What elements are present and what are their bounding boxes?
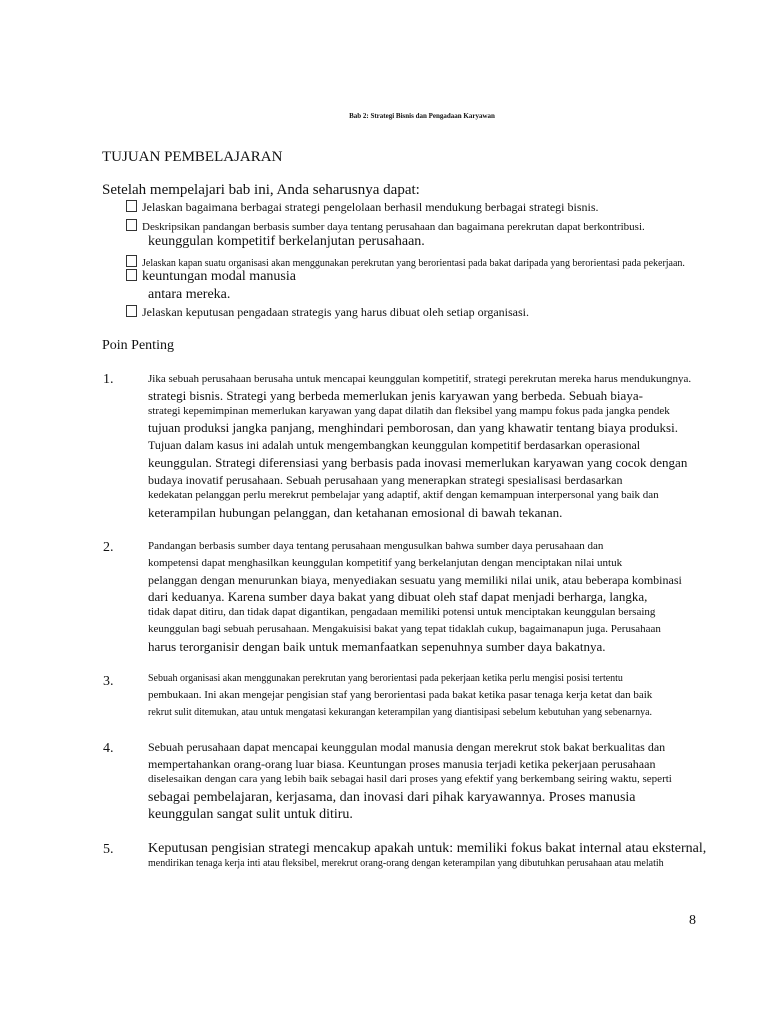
point-line: keunggulan. Strategi diferensiasi yang berbasis pada inovasi memerlukan karyawan yang cocok dengan	[148, 455, 688, 470]
point-line: kedekatan pelanggan perlu merekrut pembelajar yang adaptif, aktif dengan kemampuan interpersonal yang baik dan	[148, 489, 659, 501]
checkbox-icon	[126, 269, 137, 281]
point-line: tujuan produksi jangka panjang, menghindari pemborosan, dan yang khawatir tentang biaya produksi.	[148, 420, 678, 435]
point-number: 3.	[103, 674, 114, 689]
point-line: mempertahankan orang-orang luar biasa. Keuntungan proses manusia terjadi ketika pekerjaan perusahaan	[148, 757, 656, 771]
objective-item: Jelaskan bagaimana berbagai strategi pengelolaan berhasil mendukung berbagai strategi bisnis.	[126, 200, 599, 215]
point-line: Sebuah perusahaan dapat mencapai keunggulan modal manusia dengan merekrut stok bakat berkualitas dan	[148, 740, 666, 754]
objective-item: Jelaskan kapan suatu organisasi akan menggunakan perekrutan yang berorientasi pada bakat daripada yang berorientasi pada pekerjaan.	[126, 255, 685, 269]
objective-item: Deskripsikan pandangan berbasis sumber daya tentang perusahaan dan bagaimana perekrutan dapat berkontribusi.	[126, 219, 645, 233]
point-line: Jika sebuah perusahaan berusaha untuk mencapai keunggulan kompetitif, strategi perekrutan mereka harus mendukungnya.	[148, 373, 692, 385]
objectives-intro: Setelah mempelajari bab ini, Anda seharusnya dapat:	[102, 182, 420, 198]
checkbox-icon	[126, 219, 137, 231]
point-line: strategi kepemimpinan memerlukan karyawan yang dapat dilatih dan fleksibel yang mampu fokus pada jangka pendek	[148, 405, 670, 417]
objective-continuation: keunggulan kompetitif berkelanjutan perusahaan.	[148, 234, 425, 249]
point-line: keunggulan bagi sebuah perusahaan. Mengakuisisi bakat yang tepat tidaklah cukup, bagaimanapun juga. Perusahaan	[148, 623, 661, 635]
point-line: Pandangan berbasis sumber daya tentang perusahaan mengusulkan bahwa sumber daya perusahaan dan	[148, 540, 604, 552]
point-line: Sebuah organisasi akan menggunakan perekrutan yang berorientasi pada pekerjaan ketika perlu mengisi posisi tertentu	[148, 673, 623, 684]
point-number: 5.	[103, 842, 114, 857]
checkbox-icon	[126, 200, 137, 212]
objectives-heading: TUJUAN PEMBELAJARAN	[102, 149, 283, 165]
point-line: tidak dapat ditiru, dan tidak dapat digantikan, pengadaan memiliki potensi untuk menciptakan keunggulan bersaing	[148, 606, 656, 618]
point-number: 4.	[103, 741, 114, 756]
objective-continuation: antara mereka.	[148, 287, 231, 302]
page-number: 8	[689, 913, 696, 928]
point-line: keunggulan sangat sulit untuk ditiru.	[148, 807, 353, 822]
point-line: harus terorganisir dengan baik untuk memanfaatkan sepenuhnya sumber daya bakatnya.	[148, 639, 606, 654]
point-line: rekrut sulit ditemukan, atau untuk mengatasi kekurangan keterampilan yang diantisipasi sebelum kebutuhan yang sebenarnya.	[148, 707, 653, 718]
checkbox-icon	[126, 305, 137, 317]
point-line: diselesaikan dengan cara yang lebih baik sebagai hasil dari proses yang efektif yang berkembang seiring waktu, seperti	[148, 773, 672, 785]
point-line: pelanggan dengan menurunkan biaya, menyediakan sesuatu yang memiliki nilai unik, atau beberapa kombinasi	[148, 573, 682, 587]
point-line: strategi bisnis. Strategi yang berbeda memerlukan jenis karyawan yang berbeda. Sebuah biaya-	[148, 388, 643, 403]
point-line: Keputusan pengisian strategi mencakup apakah untuk: memiliki fokus bakat internal atau eksternal,	[148, 841, 707, 856]
page-title: Bab 2: Strategi Bisnis dan Pengadaan Karyawan	[349, 112, 495, 120]
objective-item: keuntungan modal manusia	[126, 269, 296, 285]
point-line: mendirikan tenaga kerja inti atau fleksibel, merekrut orang-orang dengan keterampilan yang dibutuhkan perusahaan atau melatih	[148, 858, 664, 869]
point-line: keterampilan hubungan pelanggan, dan ketahanan emosional di bawah tekanan.	[148, 505, 563, 520]
checkbox-icon	[126, 255, 137, 267]
point-line: kompetensi dapat menghasilkan keunggulan kompetitif yang berkelanjutan dengan menciptakan nilai untuk	[148, 557, 623, 569]
point-number: 1.	[103, 372, 114, 387]
point-line: Tujuan dalam kasus ini adalah untuk mengembangkan keunggulan kompetitif berdasarkan operasional	[148, 438, 641, 452]
point-line: pembukaan. Ini akan mengejar pengisian staf yang berorientasi pada bakat ketika pasar tenaga kerja ketat dan baik	[148, 689, 653, 701]
point-number: 2.	[103, 540, 114, 555]
key-points-heading: Poin Penting	[102, 338, 174, 353]
point-line: budaya inovatif perusahaan. Sebuah perusahaan yang menerapkan strategi spesialisasi berdasarkan	[148, 473, 623, 487]
point-line: sebagai pembelajaran, kerjasama, dan inovasi dari pihak karyawannya. Proses manusia	[148, 790, 636, 805]
objective-item: Jelaskan keputusan pengadaan strategis yang harus dibuat oleh setiap organisasi.	[126, 305, 529, 320]
point-line: dari keduanya. Karena sumber daya bakat yang dibuat oleh staf dapat menjadi berharga, langka,	[148, 589, 648, 604]
